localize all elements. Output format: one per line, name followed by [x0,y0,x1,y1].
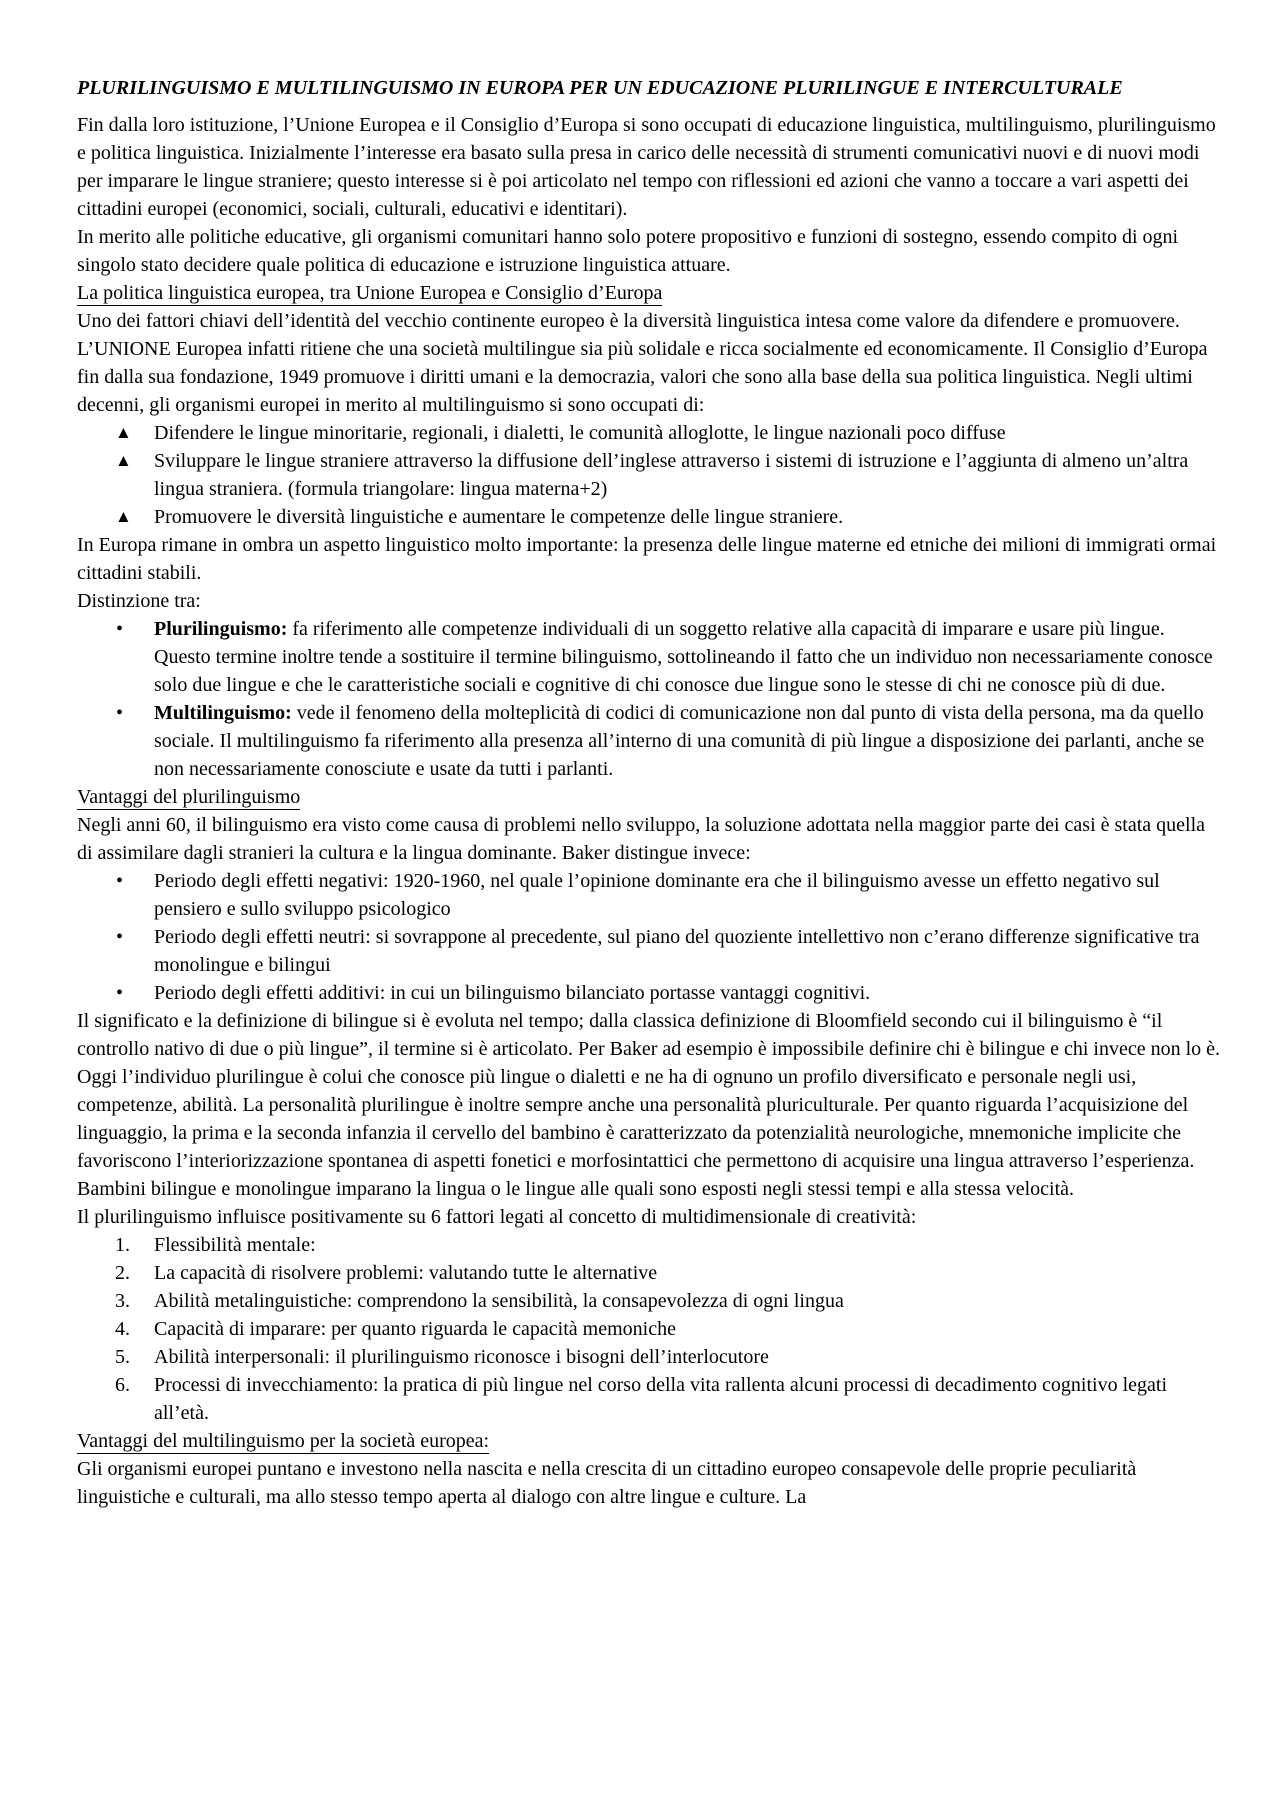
list-item: 1. Flessibilità mentale: [115,1234,316,1256]
list-item: 5. Abilità interpersonali: il plurilinguismo riconosce i bisogni dell’interlocutore [115,1346,769,1368]
document-title: PLURILINGUISMO E MULTILINGUISMO IN EUROPA PER UN EDUCAZIONE PLURILINGUE E INTERCULTURALE [77,77,1123,99]
list-item: ▲ Promuovere le diversità linguistiche e aumentare le competenze delle lingue straniere. [77,503,1220,531]
factor-list [77,1231,1220,1427]
triangle-bullet-icon: ▲ [115,451,132,470]
definition-list [77,615,1220,783]
list-item: ▲ Sviluppare le lingue straniere attraverso la diffusione dell’inglese attraverso i sistemi di istruzione e l’aggiunta di almeno un’altra lingua straniera. (formula triangolare: lingua materna+2) [77,447,1220,503]
definition-term: Multilinguismo: [154,702,292,724]
triangle-bullet-icon: ▲ [115,423,132,442]
list-item: • Plurilinguismo: fa riferimento alle competenze individuali di un soggetto relative alla capacità di imparare e usare più lingue. Questo termine inoltre tende a sostituire il termine bilinguismo, sottolineando il fatto che un individuo non necessariamente conosce solo due lingue e che le caratteristiche sociali e cognitive di chi conosce due lingue sono le stesse di chi ne conosce più di due. [77,615,1220,699]
list-item: 6. Processi di invecchiamento: la pratica di più lingue nel corso della vita rallenta alcuni processi di decadimento cognitivo legati all’età. [115,1374,1168,1424]
triangle-list [77,419,1220,531]
list-item: • Periodo degli effetti negativi: 1920-1960, nel quale l’opinione dominante era che il bilinguismo avesse un effetto negativo sul pensiero e sullo sviluppo psicologico [77,867,1220,923]
bullet-icon: • [116,870,124,892]
list-item: • Multilinguismo: vede il fenomeno della molteplicità di codici di comunicazione non dal punto di vista della persona, ma da quello sociale. Il multilinguismo fa riferimento alla presenza all’interno di una comunità di più lingue a disposizione dei parlanti, anche se non necessariamente conosciute e usate da tutti i parlanti. [77,699,1220,783]
body-paragraph: Gli organismi europei puntano e investono nella nascita e nella crescita di un cittadino europeo consapevole delle proprie peculiarità linguistiche e culturali, ma allo stesso tempo aperta al dialogo con altre lingue e culture. La [77,1458,1137,1508]
intro-paragraph: Fin dalla loro istituzione, l’Unione Europea e il Consiglio d’Europa si sono occupati di educazione linguistica, multilinguismo, plurilinguismo e politica linguistica. Inizialmente l’interesse era basato sulla presa in carico delle necessità di strumenti comunicativi nuovi e di nuovi modi per imparare le lingue straniere; questo interesse si è poi articolato nel tempo con riflessioni ed azioni che vanno a toccare a vari aspetti dei cittadini europei (economici, sociali, culturali, educativi e identitari). [77,114,1216,220]
list-item: • Periodo degli effetti additivi: in cui un bilinguismo bilanciato portasse vantaggi cognitivi. [77,979,1220,1007]
period-list [77,867,1220,1007]
body-paragraph: Il plurilinguismo influisce positivamente su 6 fattori legati al concetto di multidimensionale di creatività: [77,1206,917,1228]
list-item: 3. Abilità metalinguistiche: comprendono la sensibilità, la consapevolezza di ogni lingua [115,1290,844,1312]
section-heading: Vantaggi del multilinguismo per la società europea: [77,1430,490,1452]
list-item: 2. La capacità di risolvere problemi: valutando tutte le alternative [115,1262,658,1284]
definition-term: Plurilinguismo: [154,618,288,640]
list-item: ▲ Difendere le lingue minoritarie, regionali, i dialetti, le comunità alloglotte, le lingue nazionali poco diffuse [77,419,1220,447]
list-item: 4. Capacità di imparare: per quanto riguarda le capacità memoniche [115,1318,676,1340]
body-paragraph: Negli anni 60, il bilinguismo era visto come causa di problemi nello sviluppo, la soluzione adottata nella maggior parte dei casi è stata quella di assimilare dagli stranieri la cultura e la lingua dominante. Baker distingue invece: [77,814,1206,864]
bullet-icon: • [116,982,124,1004]
bullet-icon: • [116,618,124,640]
distinction-label: Distinzione tra: [77,590,201,612]
section-heading: La politica linguistica europea, tra Unione Europea e Consiglio d’Europa [77,282,663,304]
triangle-bullet-icon: ▲ [115,507,132,526]
body-paragraph: Uno dei fattori chiavi dell’identità del vecchio continente europeo è la diversità linguistica intesa come valore da difendere e promuovere. L’UNIONE Europea infatti ritiene che una società multilingue sia più solidale e ricca socialmente ed economicamente. Il Consiglio d’Europa fin dalla sua fondazione, 1949 promuove i diritti umani e la democrazia, valori che sono alla base della sua politica linguistica. Negli ultimi decenni, gli organismi europei in merito al multilinguismo si sono occupati di: [77,310,1208,416]
bullet-icon: • [116,926,124,948]
list-item: • Periodo degli effetti neutri: si sovrappone al precedente, sul piano del quoziente intellettivo non c’erano differenze significative tra monolingue e bilingui [77,923,1220,979]
body-paragraph: Il significato e la definizione di bilingue si è evoluta nel tempo; dalla classica definizione di Bloomfield secondo cui il bilinguismo è “il controllo nativo di due o più lingue”, il termine si è articolato. Per Baker ad esempio è impossibile definire chi è bilingue e chi invece non lo è. Oggi l’individuo plurilingue è colui che conosce più lingue o dialetti e ne ha di ognuno un profilo diversificato e personale negli usi, competenze, abilità. La personalità plurilingue è inoltre sempre anche una personalità pluriculturale. Per quanto riguarda l’acquisizione del linguaggio, la prima e la seconda infanzia il cervello del bambino è caratterizzato da potenzialità neurologiche, mnemoniche implicite che favoriscono l’interiorizzazione spontanea di aspetti fonetici e morfosintattici che permettono di acquisire una lingua attraverso l’esperienza. Bambini bilingue e monolingue imparano la lingua o le lingue alle quali sono esposti negli stessi tempi e alla stessa velocità. [77,1010,1221,1200]
body-paragraph: In Europa rimane in ombra un aspetto linguistico molto importante: la presenza delle lingue materne ed etniche dei milioni di immigrati ormai cittadini stabili. [77,534,1217,584]
intro-paragraph: In merito alle politiche educative, gli organismi comunitari hanno solo potere propositivo e funzioni di sostegno, essendo compito di ogni singolo stato decidere quale politica di educazione e istruzione linguistica attuare. [77,226,1179,276]
section-heading: Vantaggi del plurilinguismo [77,786,301,808]
bullet-icon: • [116,702,124,724]
